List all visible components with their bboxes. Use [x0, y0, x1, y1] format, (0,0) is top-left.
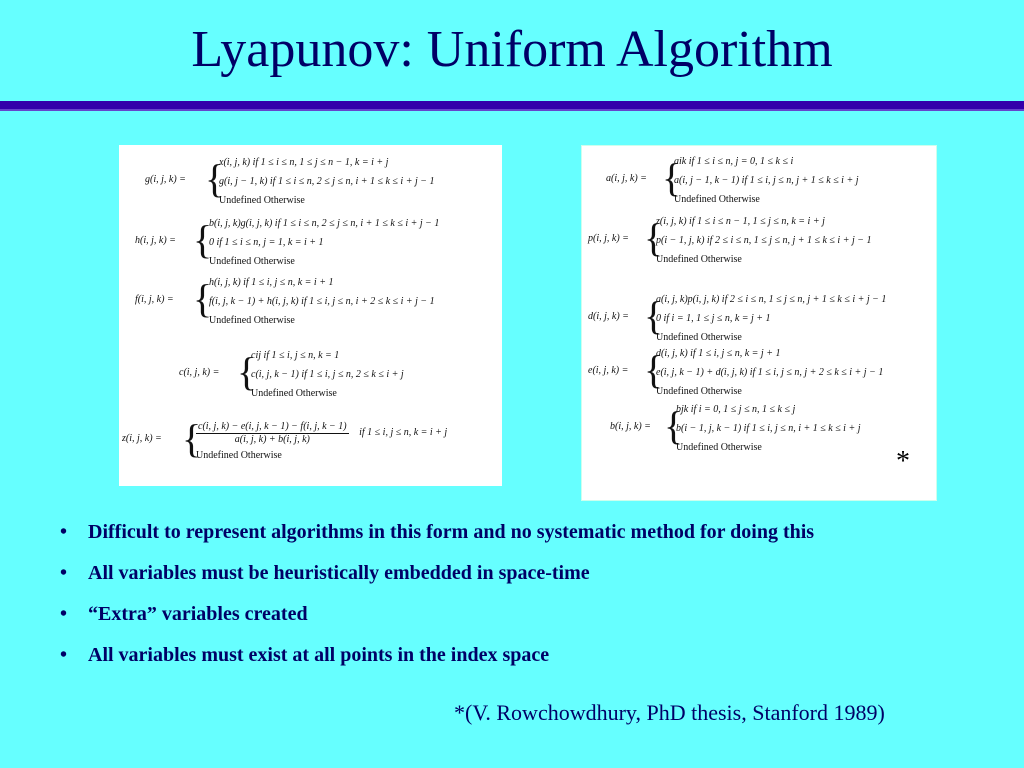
- equation-case: Undefined Otherwise: [674, 194, 760, 205]
- equation-case: Undefined Otherwise: [219, 195, 305, 206]
- equation-case: a(i, j, k)p(i, j, k) if 2 ≤ i ≤ n, 1 ≤ j ≤ n, j + 1 ≤ k ≤ i + j − 1: [656, 294, 887, 305]
- equation-case: Undefined Otherwise: [656, 254, 742, 265]
- equation-case: a(i, j − 1, k − 1) if 1 ≤ i, j ≤ n, j + 1 ≤ k ≤ i + j: [674, 175, 859, 186]
- equation-case: 0 if 1 ≤ i ≤ n, j = 1, k = i + 1: [209, 237, 324, 248]
- brace-symbol: {: [193, 276, 213, 321]
- equation-case: cij if 1 ≤ i, j ≤ n, k = 1: [251, 350, 340, 361]
- bullet-icon: •: [60, 562, 68, 584]
- equation-lhs: g(i, j, k) =: [145, 174, 186, 185]
- equation-lhs: e(i, j, k) =: [588, 365, 629, 376]
- equation-case: Undefined Otherwise: [209, 315, 295, 326]
- equation-lhs: f(i, j, k) =: [135, 294, 174, 305]
- equation-lhs: c(i, j, k) =: [179, 367, 220, 378]
- equation-case: z(i, j, k) if 1 ≤ i ≤ n − 1, 1 ≤ j ≤ n, k = i + j: [656, 216, 825, 227]
- equation-case: Undefined Otherwise: [209, 256, 295, 267]
- bullet-item: [60, 518, 980, 559]
- equation-case: Undefined Otherwise: [251, 388, 337, 399]
- bullet-text: All variables must exist at all points in the index space: [88, 644, 550, 666]
- equation-lhs: a(i, j, k) =: [606, 173, 647, 184]
- equation-case: bjk if i = 0, 1 ≤ j ≤ n, 1 ≤ k ≤ j: [676, 404, 796, 415]
- brace-symbol: {: [644, 215, 664, 260]
- bullet-list: [60, 518, 980, 682]
- bullet-icon: •: [60, 644, 68, 666]
- brace-symbol: {: [644, 293, 664, 338]
- bullet-item: [60, 559, 980, 600]
- bullet-item: [60, 641, 980, 682]
- equation-case: h(i, j, k) if 1 ≤ i, j ≤ n, k = i + 1: [209, 277, 334, 288]
- equation-lhs: p(i, j, k) =: [588, 233, 629, 244]
- fraction-numerator: c(i, j, k) − e(i, j, k − 1) − f(i, j, k − 1): [198, 421, 347, 432]
- equation-case: x(i, j, k) if 1 ≤ i ≤ n, 1 ≤ j ≤ n − 1, k = i + j: [219, 157, 389, 168]
- equation-case: f(i, j, k − 1) + h(i, j, k) if 1 ≤ i, j ≤ n, i + 2 ≤ k ≤ i + j − 1: [209, 296, 435, 307]
- equation-case: p(i − 1, j, k) if 2 ≤ i ≤ n, 1 ≤ j ≤ n, j + 1 ≤ k ≤ i + j − 1: [656, 235, 872, 246]
- equation-case: c(i, j, k − 1) if 1 ≤ i, j ≤ n, 2 ≤ k ≤ i + j: [251, 369, 404, 380]
- citation: *(V. Rowchowdhury, PhD thesis, Stanford 1989): [454, 700, 885, 725]
- equation-case: e(i, j, k − 1) + d(i, j, k) if 1 ≤ i, j ≤ n, j + 2 ≤ k ≤ i + j − 1: [656, 367, 884, 378]
- bullet-item: [60, 600, 980, 641]
- brace-symbol: {: [644, 347, 664, 392]
- slide-title: Lyapunov: Uniform Algorithm: [191, 21, 833, 78]
- fraction-denominator: a(i, j, k) + b(i, j, k): [234, 434, 310, 445]
- brace-symbol: {: [664, 403, 684, 448]
- brace-symbol: {: [662, 155, 682, 200]
- bullet-text: All variables must be heuristically embedded in space-time: [88, 562, 590, 584]
- equation-image-left: [119, 145, 502, 486]
- brace-symbol: {: [205, 156, 225, 201]
- footnote-star: *: [896, 446, 910, 477]
- bullet-icon: •: [60, 521, 68, 543]
- equation-case: Undefined Otherwise: [656, 332, 742, 343]
- brace-symbol: {: [237, 349, 257, 394]
- title-divider: [0, 101, 1024, 111]
- equation-case: Undefined Otherwise: [656, 386, 742, 397]
- equation-case: b(i − 1, j, k − 1) if 1 ≤ i, j ≤ n, i + 1 ≤ k ≤ i + j: [676, 423, 861, 434]
- equation-image-right: [581, 145, 937, 501]
- bullet-icon: •: [60, 603, 68, 625]
- equation-case: 0 if i = 1, 1 ≤ j ≤ n, k = j + 1: [656, 313, 771, 324]
- equation-lhs: z(i, j, k) =: [122, 433, 162, 444]
- bullet-text: “Extra” variables created: [88, 603, 308, 625]
- equation-case: Undefined Otherwise: [676, 442, 762, 453]
- equation-lhs: b(i, j, k) =: [610, 421, 651, 432]
- equation-lhs: h(i, j, k) =: [135, 235, 176, 246]
- bullet-text: Difficult to represent algorithms in this form and no systematic method for doing this: [88, 521, 815, 543]
- equation-case: d(i, j, k) if 1 ≤ i, j ≤ n, k = j + 1: [656, 348, 781, 359]
- equation-case: b(i, j, k)g(i, j, k) if 1 ≤ i ≤ n, 2 ≤ j ≤ n, i + 1 ≤ k ≤ i + j − 1: [209, 218, 440, 229]
- equation-case: g(i, j − 1, k) if 1 ≤ i ≤ n, 2 ≤ j ≤ n, i + 1 ≤ k ≤ i + j − 1: [219, 176, 435, 187]
- equation-lhs: d(i, j, k) =: [588, 311, 629, 322]
- equation-condition: if 1 ≤ i, j ≤ n, k = i + j: [359, 427, 448, 438]
- brace-symbol: {: [193, 217, 213, 262]
- equation-case: Undefined Otherwise: [196, 450, 282, 461]
- brace-symbol: {: [182, 416, 202, 461]
- equation-case: aik if 1 ≤ i ≤ n, j = 0, 1 ≤ k ≤ i: [674, 156, 794, 167]
